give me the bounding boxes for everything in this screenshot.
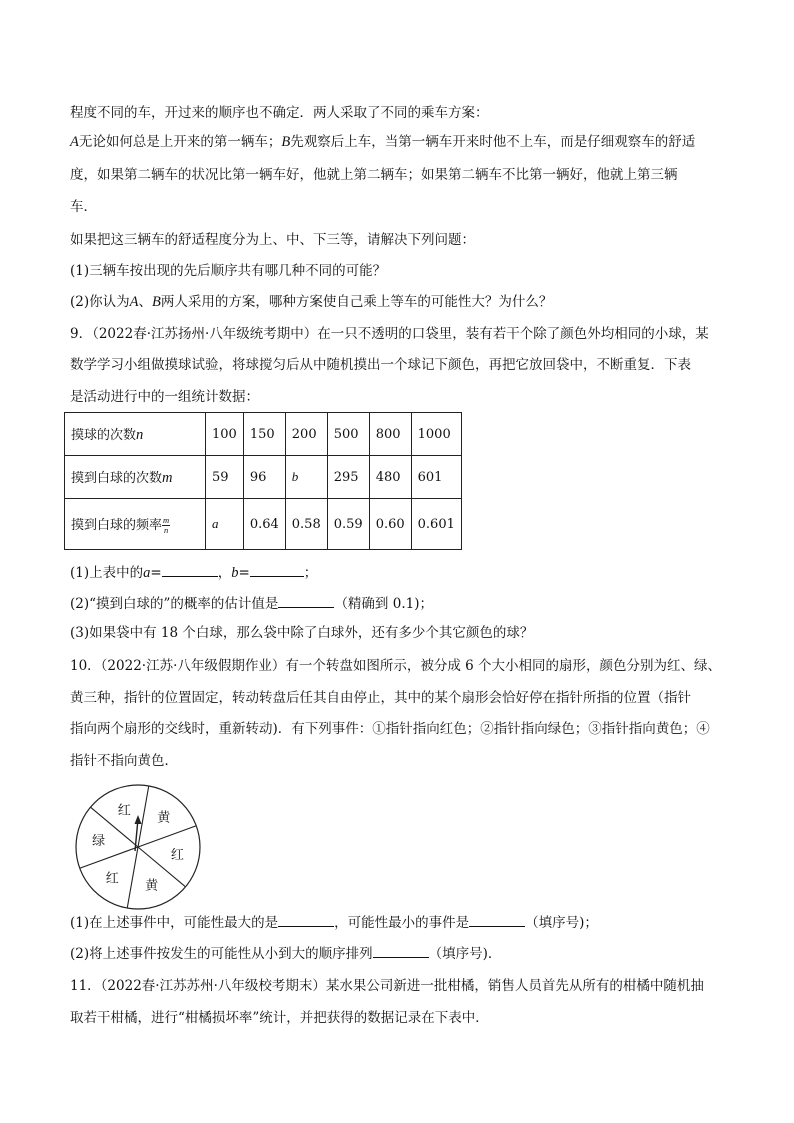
- table-cell: 0.58: [285, 499, 327, 550]
- intro-question-2: [70, 293, 552, 311]
- p9-line-1: 9．（2022春·江苏扬州·八年级统考期中）在一只不透明的口袋里，装有若干个除了颜色外均相同的小球，某: [70, 326, 709, 342]
- table-cell: a: [206, 499, 244, 550]
- q2-suffix: （填序号)．: [428, 946, 502, 962]
- answer-blank-a[interactable]: [162, 562, 218, 577]
- table-cell: 0.64: [243, 499, 285, 550]
- q2-suffix: 两人采用的方案，哪种方案使自己乘上等车的可能性大？为什么？: [160, 294, 553, 310]
- q2-prefix: (2)将上述事件按发生的可能性从小到大的顺序排列: [70, 946, 373, 962]
- p10-line-1: 10．（2022·江苏·八年级假期作业）有一个转盘如图所示，被分成 6 个大小相同的扇形，颜色分别为红、绿、: [70, 658, 722, 674]
- p10-line-2: 黄三种，指针的位置固定，转动转盘后任其自由停止，其中的某个扇形会恰好停在指针所指的位置（指针: [70, 690, 691, 706]
- person-a: A: [70, 134, 79, 150]
- table-cell: 100: [206, 413, 244, 456]
- sector-label: 红: [117, 803, 131, 819]
- semicolon: ；: [303, 565, 318, 581]
- p11-line-1: 11．（2022春·江苏苏州·八年级校考期末）某水果公司新进一批柑橘，销售人员首先从所有的柑橘中随机抽: [70, 978, 704, 994]
- q2-prefix: (2)你认为: [70, 294, 130, 310]
- answer-blank-least-likely[interactable]: [469, 912, 525, 927]
- table-cell: 0.60: [369, 499, 411, 550]
- intro-line-4: 车．: [70, 199, 97, 215]
- p9-question-1: [70, 562, 317, 582]
- table-cell: 295: [327, 456, 369, 499]
- q1-middle: ，可能性最小的事件是: [334, 915, 470, 931]
- table-row-draws: [65, 413, 462, 456]
- sector-label: 红: [105, 871, 119, 887]
- q2-suffix: （精确到 0.1)；: [334, 596, 433, 612]
- q2-prefix: (2)“摸到白球的”的概率的估计值是: [70, 596, 279, 612]
- table-cell: 0.601: [411, 499, 461, 550]
- p9-line-3: 是活动进行中的一组统计数据：: [70, 389, 259, 405]
- sector-divider: [80, 847, 138, 868]
- intro-question-1: (1)三辆车按出现的先后顺序共有哪几种不同的可能？: [70, 263, 387, 279]
- intro-line-2: [70, 133, 695, 151]
- sector-divider: [138, 786, 149, 847]
- row-label-white-count: 摸到白球的次数m: [65, 456, 206, 499]
- equals-sign: =: [238, 565, 250, 581]
- ball-stats-table: [64, 412, 462, 550]
- sector-divider: [127, 847, 138, 908]
- sector-label: 黄: [157, 810, 171, 826]
- table-cell: b: [285, 456, 327, 499]
- p11-line-2: 取若干柑橘，进行“柑橘损坏率”统计，并把获得的数据记录在下表中．: [70, 1010, 489, 1026]
- equals-sign: =: [150, 565, 162, 581]
- table-cell: 150: [243, 413, 285, 456]
- answer-blank-b[interactable]: [250, 562, 304, 577]
- q2-person-b: B: [151, 294, 161, 310]
- table-cell: 200: [285, 413, 327, 456]
- table-cell: 800: [369, 413, 411, 456]
- p10-line-4: 指针不指向黄色．: [70, 753, 178, 769]
- separator: ，: [217, 565, 232, 581]
- q1-prefix: (1)在上述事件中，可能性最大的是: [70, 915, 279, 931]
- sector-divider: [138, 826, 196, 847]
- intro-line-2-text-b: 先观察后上车，当第一辆车开来时他不上车，而是仔细观察车的舒适: [290, 134, 696, 150]
- sector-label: 绿: [92, 834, 106, 850]
- intro-line-5: 如果把这三辆车的舒适程度分为上、中、下三等，请解决下列问题：: [70, 232, 475, 248]
- row-label-draws: 摸球的次数n: [65, 413, 206, 456]
- table-cell: 59: [206, 456, 244, 499]
- fraction-m-over-n: $\frac{m}{n}$: [163, 514, 170, 535]
- sector-label: 黄: [145, 878, 159, 894]
- intro-line-1: 程度不同的车，开过来的顺序也不确定．两人采取了不同的乘车方案：: [70, 105, 489, 121]
- table-cell: 480: [369, 456, 411, 499]
- intro-line-3: 度，如果第二辆车的状况比第一辆车好，他就上第二辆车；如果第二辆车不比第一辆好，他就上第三辆: [70, 167, 678, 183]
- table-row-white-freq: [65, 499, 462, 550]
- answer-blank-most-likely[interactable]: [278, 912, 334, 927]
- person-b: B: [281, 134, 291, 150]
- q1-suffix: （填序号)；: [525, 915, 598, 931]
- q1-prefix: (1)上表中的: [70, 565, 144, 581]
- q2-separator: 、: [138, 294, 152, 310]
- table-cell: 96: [243, 456, 285, 499]
- p10-question-2: [70, 943, 501, 963]
- var-b: b: [231, 565, 239, 581]
- p10-question-1: [70, 912, 598, 932]
- answer-blank-order[interactable]: [373, 943, 429, 958]
- p9-question-3: (3)如果袋中有 18 个白球，那么袋中除了白球外，还有多少个其它颜色的球？: [70, 625, 534, 641]
- var-a: a: [143, 565, 151, 581]
- p10-line-3: 指向两个扇形的交线时，重新转动)．有下列事件：①指针指向红色；②指针指向绿色；③指针指向黄色；④: [70, 721, 710, 737]
- table-cell: 601: [411, 456, 461, 499]
- sector-label: 红: [170, 847, 184, 863]
- p9-line-2: 数学学习小组做摸球试验，将球搅匀后从中随机摸出一个球记下颜色，再把它放回袋中，不断重复．下表: [70, 357, 691, 373]
- table-cell: 1000: [411, 413, 461, 456]
- table-row-white-count: [65, 456, 462, 499]
- table-cell: 0.59: [327, 499, 369, 550]
- row-label-white-freq: 摸到白球的频率 $\frac{m}{n}$: [65, 499, 206, 550]
- spinner-wheel: [70, 777, 210, 917]
- answer-blank-probability[interactable]: [278, 593, 334, 608]
- table-cell: 500: [327, 413, 369, 456]
- intro-line-2-text-a: 无论如何总是上开来的第一辆车；: [78, 134, 282, 150]
- q2-person-a: A: [129, 294, 139, 310]
- p9-question-2: [70, 593, 433, 613]
